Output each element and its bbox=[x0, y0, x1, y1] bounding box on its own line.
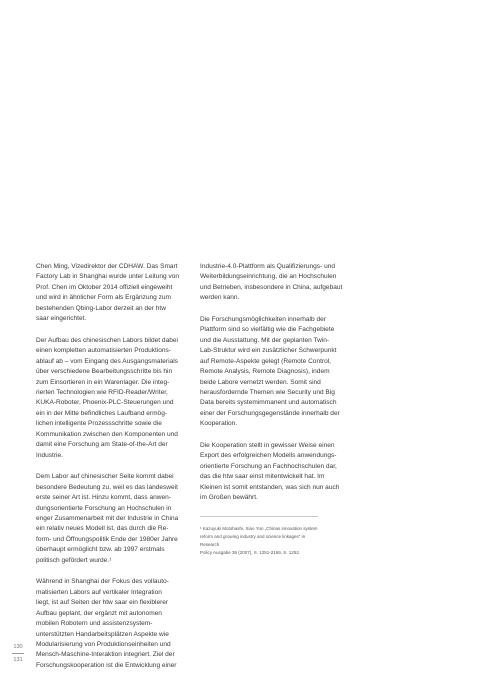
page-numbers bbox=[11, 644, 25, 663]
footnote-text: ¹ Kazuyuki Motohashi, Xiao Yun „Chinas innovation system reform and growing industry and science linkages" in Research Policy Ausgabe 36 (2007), S. 1251-2169, S. 1252. bbox=[200, 525, 318, 556]
body-paragraph: Industrie-4.0-Plattform als Qualifizierungs- und Weiterbildungseinrichtung, die an Hochschulen und Betrieben, insbesondere in China, aufgebaut werden kann. bbox=[200, 263, 343, 302]
body-paragraph: Die Kooperation stellt in gewisser Weise einen Export des erfolgreichen Modells anwendungs- orientierte Forschung an Fachhochschulen dar, das die htw saar einst mitentwickelt hat. Im Kleinen ist somit entstanden, was sich nun auch im Großen bewährt. bbox=[200, 441, 340, 502]
body-paragraph: Der Aufbau des chinesischen Labors bildet dabei einen kompletten automatisierten Produktions- ablauf ab – vom Eingang des Ausgangsmaterials über verschiedene Bearbeitungsschritte bis hin zum Einsortieren in ein Warenlager. Die integ- rierten Technologien wie RFID-Reader/Writer, KUKA-Roboter, Phoenix-PLC-Steuerungen und ein in der Mitte befindliches Laufband ermög- lichen intelligente Prozessschritte sowie die Kommunikation zwischen den Komponenten und damit eine Forschung am State-of-the-Art der Industrie. bbox=[36, 336, 178, 459]
page-number-divider bbox=[12, 653, 24, 654]
right-text-column bbox=[200, 262, 362, 557]
body-paragraph: Dem Labor auf chinesischer Seite kommt dabei besondere Bedeutung zu, weil es das landesweit erste seiner Art ist. Hinzu kommt, dass anwen- dungsorientierte Forschung an Hochschulen in enger Zusammenarbeit mit der Industrie in China ein relativ neues Modell ist, das durch die Re- form- und Öffnungspolitik Ende der 1980er Jahre überhaupt ermöglicht bzw. ab 1997 erstmals politisch gefördert wurde.¹ bbox=[36, 473, 179, 564]
body-paragraph: Chen Ming, Vizedirektor der CDHAW. Das Smart Factory Lab in Shanghai wurde unter Leitung von Prof. Chen im Oktober 2014 offiziell eingeweiht und wird in ähnlicher Form als Ergänzung zum bestehenden Qbing-Labor derzeit an der htw saar eingerichtet. bbox=[36, 263, 180, 323]
body-paragraph: Die Forschungsmöglichkeiten innerhalb der Plattform sind so vielfältig wie die Fachgebiete und die Ausstattung. Mit der geplanten Twin- Lab-Struktur wird ein zusätzlicher Schwerpunkt auf Remote-Aspekte gelegt (Remote Control, Remote Analysis, Remote Diagnosis), indem beide Labore vernetzt werden. Somit sind herausfordernde Themen wie Security und Big Data bereits systemimmanent und automatisch einer der Forschungsgegenstände innerhalb der Kooperation. bbox=[200, 315, 340, 428]
page-number-left: 130 bbox=[13, 644, 23, 650]
page-number-right: 131 bbox=[13, 657, 23, 663]
footnote bbox=[200, 516, 318, 558]
body-paragraph: Während in Shanghai der Fokus des vollauto- matisierten Labors auf vertikaler Integration liegt, ist auf Seiten der htw saar ein flexiblerer Aufbau geplant, der ergänzt mit autonomen mobilen Robotern und assistenzsystem- unterstützten Handarbeitsplätzen Aspekte wie Modularisierung von Produktionseinheiten und Mensch-Maschine-Interaktion integriert. Ziel der Forschungskooperation ist die Entwicklung einer bbox=[36, 578, 177, 669]
left-text-column bbox=[36, 262, 192, 682]
